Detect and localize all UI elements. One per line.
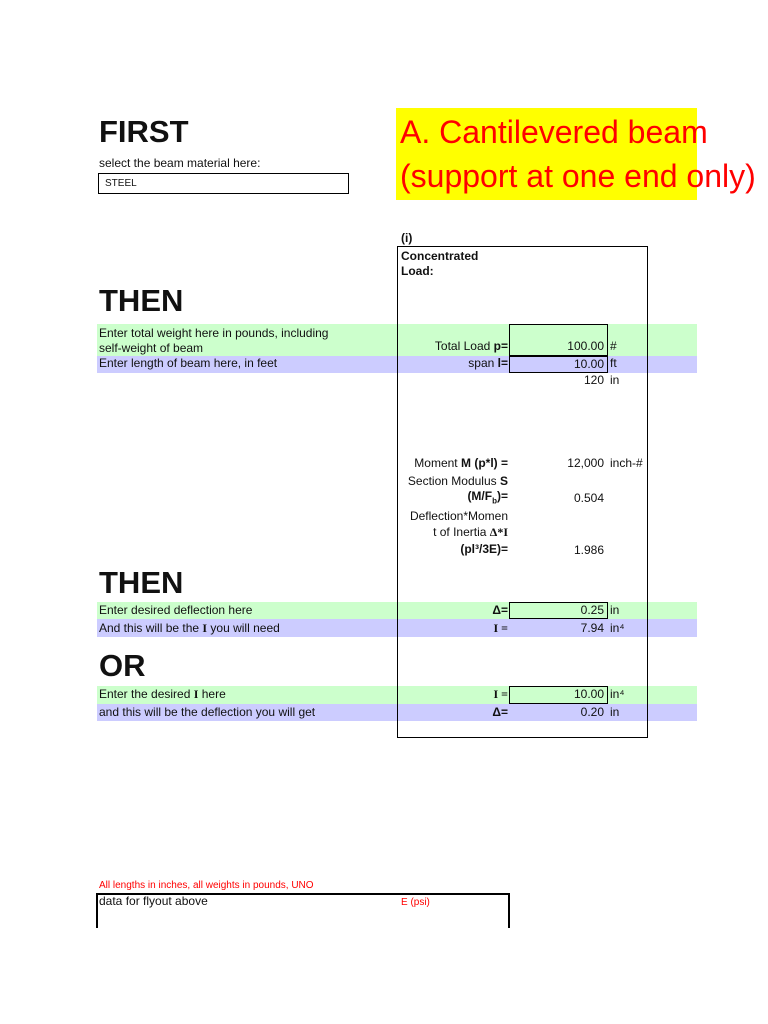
i-value: 7.94 [580,621,604,635]
i-input[interactable] [509,686,608,704]
i-input-prompt [99,687,226,702]
i-result-symbol: I [202,621,208,635]
delta-value: 0.25 [580,603,604,617]
modulus-value: 0.504 [573,491,604,505]
i-input-symbol: I = [493,687,508,701]
moment-value: 12,000 [567,456,604,470]
title-line1: A. Cantilevered beam [400,114,708,150]
span-value-ft: 10.00 [573,357,604,371]
i-result-prefix: And this will be the [99,621,200,635]
i-unit: in⁴ [610,621,625,635]
modulus-label [401,474,508,488]
span-text: span [468,356,495,370]
delta-input[interactable] [509,602,608,619]
defl-value: 1.986 [573,543,604,557]
deflection-result-text: and this will be the deflection you will get [99,705,316,719]
moment-label [401,456,508,470]
i-input-unit: in⁴ [610,687,625,701]
material-value: STEEL [105,178,137,189]
total-load-input[interactable] [509,324,608,356]
i-prompt-symbol: I [193,687,199,701]
modulus-formula [401,489,508,505]
delta-out-symbol: Δ= [492,705,508,719]
defl-symbol: Δ*I [489,525,508,539]
e-psi-label: E (psi) [401,897,430,908]
span-input[interactable] [509,356,608,373]
moment-symbol: M (p*l) = [461,456,508,470]
then-heading-2: THEN [99,565,184,600]
span-label [401,356,508,370]
defl-label-text: t of Inertia [433,525,487,539]
total-load-symbol: p= [493,339,508,353]
length-prompt: Enter length of beam here, in feet [99,356,278,370]
defl-formula: (pl³/3E)= [460,542,508,556]
modulus-formula-start: (M/F [467,489,493,503]
total-load-value: 100.00 [567,339,604,353]
modulus-text: Section Modulus [407,474,497,488]
material-prompt: select the beam material here: [99,156,261,170]
delta-unit: in [610,603,620,617]
modulus-symbol: S [499,474,508,488]
delta-symbol: Δ= [492,603,508,617]
i-symbol: I = [493,621,508,635]
or-heading: OR [99,648,146,683]
i-prompt-suffix: here [201,687,226,701]
title-line2: (support at one end only) [400,158,756,194]
i-input-value: 10.00 [573,687,604,701]
material-select[interactable] [98,173,349,194]
defl-label-line2 [401,525,508,540]
flyout-label: data for flyout above [99,894,208,908]
span-unit-in: in [610,373,620,387]
total-load-text: Total Load [434,339,491,353]
case-name-line1: Concentrated [401,249,479,263]
total-load-label [401,339,508,353]
moment-unit: inch-# [610,456,643,470]
span-value-in: 120 [583,373,604,387]
case-label: (i) [401,231,413,245]
i-prompt-prefix: Enter the desired [99,687,191,701]
delta-out-unit: in [610,705,620,719]
total-load-unit: # [610,339,617,353]
span-unit-ft: ft [610,356,617,370]
first-heading: FIRST [99,114,189,149]
weight-prompt-line1: Enter total weight here in pounds, including [99,326,329,340]
deflection-prompt: Enter desired deflection here [99,603,253,617]
defl-label-line1: Deflection*Momen [409,509,508,523]
i-result-suffix: you will need [210,621,280,635]
weight-prompt-line2: self-weight of beam [99,341,204,355]
title-banner [396,108,756,200]
delta-out-value: 0.20 [580,705,604,719]
i-result-text [99,621,280,636]
case-name-line2: Load: [401,264,434,278]
then-heading-1: THEN [99,283,184,318]
modulus-formula-end: )= [496,489,508,503]
units-note: All lengths in inches, all weights in pounds, UNO [99,880,314,891]
moment-text: Moment [414,456,458,470]
span-symbol: l= [497,356,508,370]
modulus-formula-sub: b [492,496,497,506]
